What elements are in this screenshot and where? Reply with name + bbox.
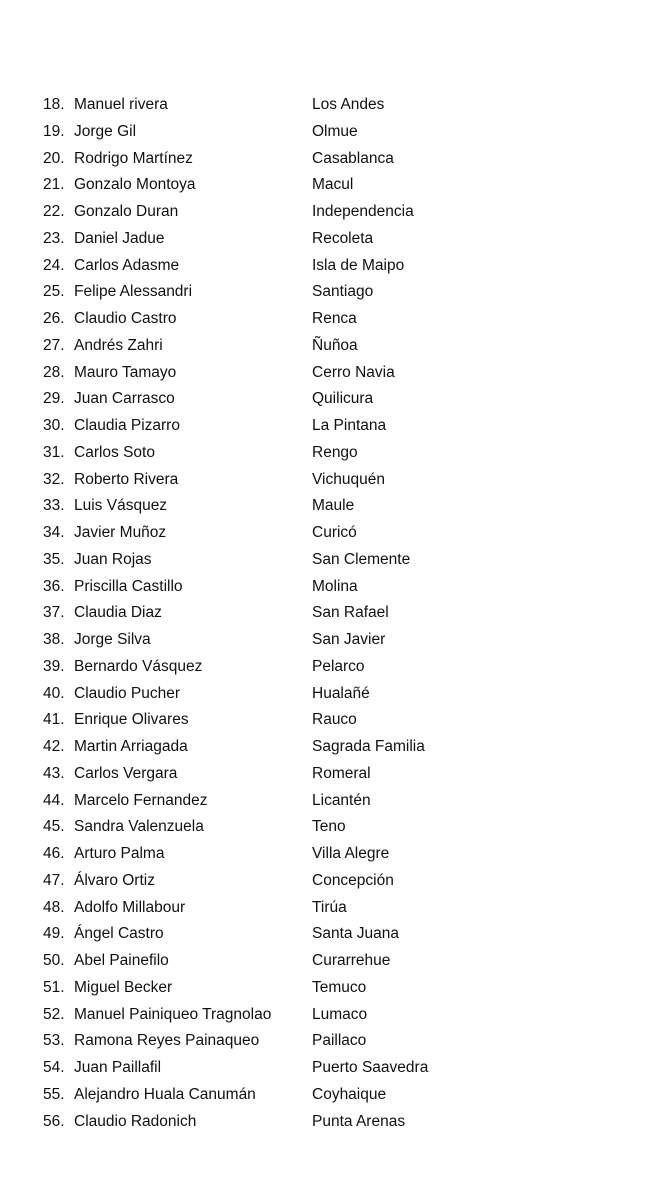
person-name: Claudio Pucher <box>74 684 180 702</box>
item-number: 41. <box>43 711 65 729</box>
commune-name: Curicó <box>312 524 357 541</box>
list-item <box>43 761 603 788</box>
item-number: 34. <box>43 524 65 541</box>
item-number: 48. <box>43 898 65 916</box>
item-number: 46. <box>43 845 65 862</box>
person-name: Felipe Alessandri <box>74 283 193 301</box>
commune-name: Maule <box>312 497 355 515</box>
list-item <box>43 734 603 761</box>
person-name: Javier Muñoz <box>74 524 167 541</box>
commune-name: Romeral <box>312 764 371 782</box>
list-item <box>43 1028 603 1055</box>
list-item <box>43 279 603 306</box>
person-name: Claudio Radonich <box>74 1112 197 1130</box>
list-item <box>43 627 603 654</box>
list-item <box>43 360 603 387</box>
list-item <box>43 788 603 815</box>
item-number: 45. <box>43 818 65 836</box>
mayor-list <box>43 92 603 1135</box>
commune-name: Rauco <box>312 711 357 729</box>
item-number: 25. <box>43 283 65 301</box>
commune-name: Independencia <box>312 203 414 220</box>
item-number: 28. <box>43 363 65 381</box>
commune-name: Licantén <box>312 791 371 809</box>
person-name: Bernardo Vásquez <box>74 657 203 675</box>
item-number: 26. <box>43 310 65 327</box>
item-number: 18. <box>43 96 65 113</box>
list-item <box>43 868 603 895</box>
person-name: Marcelo Fernandez <box>74 791 208 809</box>
commune-name: Rengo <box>312 443 358 461</box>
commune-name: Pelarco <box>312 657 365 675</box>
person-name: Ramona Reyes Painaqueo <box>74 1032 260 1050</box>
commune-name: Hualañé <box>312 684 370 702</box>
person-name: Enrique Olivares <box>74 711 189 729</box>
item-number: 37. <box>43 604 65 622</box>
item-number: 56. <box>43 1112 65 1130</box>
list-item <box>43 654 603 681</box>
item-number: 54. <box>43 1059 65 1076</box>
commune-name: Santa Juana <box>312 925 400 943</box>
commune-name: Cerro Navia <box>312 363 395 381</box>
item-number: 30. <box>43 417 65 434</box>
person-name: Adolfo Millabour <box>74 898 186 916</box>
item-number: 43. <box>43 764 65 782</box>
person-name: Martin Arriagada <box>74 738 188 755</box>
person-name: Álvaro Ortiz <box>74 871 155 889</box>
list-item <box>43 895 603 922</box>
person-name: Luis Vásquez <box>74 497 168 515</box>
commune-name: Teno <box>312 818 346 836</box>
commune-name: Sagrada Familia <box>312 738 425 755</box>
item-number: 21. <box>43 176 65 194</box>
commune-name: San Rafael <box>312 604 389 622</box>
commune-name: Ñuñoa <box>312 336 358 354</box>
person-name: Juan Carrasco <box>74 390 175 408</box>
commune-name: Concepción <box>312 871 394 889</box>
commune-name: Vichuquén <box>312 470 385 488</box>
list-item <box>43 520 603 547</box>
list-item <box>43 172 603 199</box>
item-number: 53. <box>43 1032 65 1050</box>
item-number: 52. <box>43 1005 65 1023</box>
commune-name: La Pintana <box>312 417 387 434</box>
commune-name: Olmue <box>312 122 358 140</box>
person-name: Juan Rojas <box>74 550 152 568</box>
item-number: 31. <box>43 443 65 461</box>
list-item <box>43 119 603 146</box>
person-name: Manuel Painiqueo Tragnolao <box>74 1005 272 1023</box>
item-number: 36. <box>43 577 65 595</box>
item-number: 24. <box>43 256 65 274</box>
item-number: 42. <box>43 738 65 755</box>
commune-name: Temuco <box>312 978 367 996</box>
commune-name: San Javier <box>312 631 386 648</box>
list-item <box>43 1109 603 1136</box>
person-name: Abel Painefilo <box>74 952 169 969</box>
person-name: Mauro Tamayo <box>74 363 177 381</box>
item-number: 44. <box>43 791 65 809</box>
item-number: 33. <box>43 497 65 515</box>
list-item <box>43 681 603 708</box>
list-item <box>43 841 603 868</box>
list-item <box>43 1002 603 1029</box>
commune-name: Paillaco <box>312 1032 367 1050</box>
commune-name: Recoleta <box>312 229 374 247</box>
list-item <box>43 1082 603 1109</box>
commune-name: Puerto Saavedra <box>312 1059 429 1076</box>
item-number: 32. <box>43 470 65 488</box>
person-name: Manuel rivera <box>74 96 168 113</box>
person-name: Alejandro Huala Canumán <box>74 1085 256 1103</box>
commune-name: Coyhaique <box>312 1085 387 1103</box>
list-item <box>43 1055 603 1082</box>
person-name: Gonzalo Montoya <box>74 176 196 194</box>
commune-name: Villa Alegre <box>312 845 390 862</box>
list-item <box>43 948 603 975</box>
commune-name: Tirúa <box>312 898 347 916</box>
person-name: Roberto Rivera <box>74 470 179 488</box>
item-number: 51. <box>43 978 65 996</box>
list-item <box>43 547 603 574</box>
person-name: Arturo Palma <box>74 845 165 862</box>
person-name: Sandra Valenzuela <box>74 818 204 836</box>
commune-name: Macul <box>312 176 354 194</box>
person-name: Juan Paillafil <box>74 1059 162 1076</box>
commune-name: Casablanca <box>312 149 394 167</box>
list-item <box>43 386 603 413</box>
item-number: 29. <box>43 390 65 408</box>
list-item <box>43 253 603 280</box>
person-name: Claudia Diaz <box>74 604 162 622</box>
list-item <box>43 600 603 627</box>
list-item <box>43 467 603 494</box>
person-name: Rodrigo Martínez <box>74 149 193 167</box>
item-number: 49. <box>43 925 65 943</box>
item-number: 19. <box>43 122 65 140</box>
person-name: Gonzalo Duran <box>74 203 179 220</box>
person-name: Carlos Soto <box>74 443 155 461</box>
person-name: Claudio Castro <box>74 310 177 327</box>
list-item <box>43 226 603 253</box>
commune-name: Isla de Maipo <box>312 256 405 274</box>
commune-name: Quilicura <box>312 390 374 408</box>
list-item <box>43 707 603 734</box>
item-number: 35. <box>43 550 65 568</box>
list-item <box>43 199 603 226</box>
list-item <box>43 921 603 948</box>
item-number: 47. <box>43 871 65 889</box>
commune-name: Molina <box>312 577 358 595</box>
list-item <box>43 440 603 467</box>
item-number: 50. <box>43 952 65 969</box>
item-number: 38. <box>43 631 65 648</box>
commune-name: Punta Arenas <box>312 1112 406 1130</box>
list-item <box>43 574 603 601</box>
list-item <box>43 493 603 520</box>
list-item <box>43 92 603 119</box>
item-number: 40. <box>43 684 65 702</box>
list-item <box>43 814 603 841</box>
commune-name: Curarrehue <box>312 952 391 969</box>
list-item <box>43 333 603 360</box>
commune-name: Renca <box>312 310 357 327</box>
person-name: Carlos Adasme <box>74 256 180 274</box>
list-item <box>43 306 603 333</box>
item-number: 39. <box>43 657 65 675</box>
list-item <box>43 975 603 1002</box>
item-number: 27. <box>43 336 65 354</box>
person-name: Claudia Pizarro <box>74 417 180 434</box>
list-item <box>43 146 603 173</box>
person-name: Daniel Jadue <box>74 229 165 247</box>
list-item <box>43 413 603 440</box>
item-number: 20. <box>43 149 65 167</box>
person-name: Jorge Silva <box>74 631 151 648</box>
person-name: Miguel Becker <box>74 978 173 996</box>
person-name: Andrés Zahri <box>74 336 163 354</box>
person-name: Priscilla Castillo <box>74 577 183 595</box>
commune-name: Lumaco <box>312 1005 368 1023</box>
commune-name: Los Andes <box>312 96 385 113</box>
item-number: 23. <box>43 229 65 247</box>
item-number: 55. <box>43 1085 65 1103</box>
person-name: Jorge Gil <box>74 122 137 140</box>
commune-name: Santiago <box>312 283 374 301</box>
item-number: 22. <box>43 203 65 220</box>
person-name: Carlos Vergara <box>74 764 178 782</box>
commune-name: San Clemente <box>312 550 411 568</box>
person-name: Ángel Castro <box>74 925 164 943</box>
